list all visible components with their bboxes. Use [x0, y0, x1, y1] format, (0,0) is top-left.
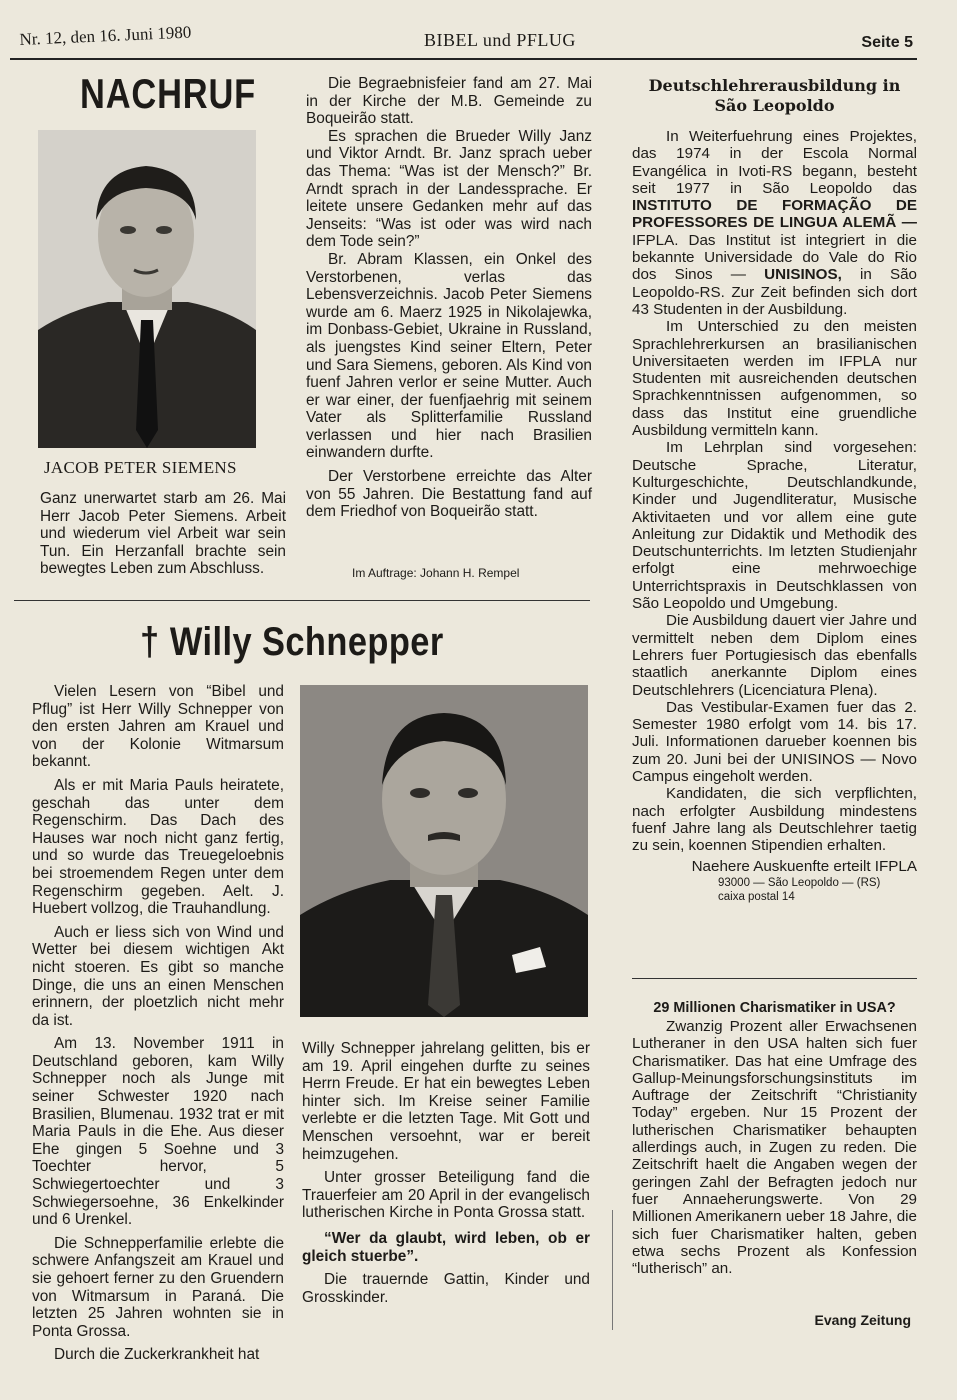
deutschlehrer-paragraph-1	[632, 128, 917, 318]
deutschlehrer-article	[632, 76, 917, 904]
deutschlehrer-p1-a: In Weiterfuehrung eines Projektes, das 1974 in der Escola Normal Evangélica in Ivoti-RS begann, besteht seit 1977 in São Leopoldo das	[632, 128, 917, 197]
deutschlehrer-p1-c: IFPLA. Das Institut ist integriert in die bekannte Universidade do Vale do Rio dos Sinos —	[632, 231, 917, 284]
deutschlehrer-address-1: 93000 — São Leopoldo — (RS)	[718, 876, 881, 889]
deutschlehrer-info: Naehere Auskuenfte erteilt IFPLA	[691, 858, 917, 876]
newspaper-name: BIBEL und PFLUG	[424, 30, 576, 50]
deutschlehrer-paragraph-2: Im Unterschied zu den meisten Sprachlehrerkursen an brasilianischen Universitaeten werden im IFPLA nur Studenten mit ausreichenden deutschen Sprachkenntnissen aufgenommen, so dass das Institut eine gruendliche Ausbildung vermitteln kann.	[632, 318, 917, 440]
page-header	[14, 22, 913, 58]
header-rule	[10, 58, 917, 60]
willy-paragraph-7: Willy Schnepper jahrelang gelitten, bis er am 19. April eingehen durfte zu seines Herrn Freude. Er hat ein bewegtes Leben hinter sich. Im Kreise seiner Familie verlebte er die letzten Tage. Mit Gott und Menschen versoehnt, war er bereit heimzugehen.	[302, 1040, 590, 1163]
deutschlehrer-institute-name: INSTITUTO DE FORMAÇÃO DE PROFESSORES DE LINGUA ALEMÃ —	[632, 197, 917, 232]
column-divider	[612, 1210, 613, 1330]
willy-paragraph-2: Als er mit Maria Pauls heiratete, geschah das unter dem Regenschirm. Das Dach des Hauses war noch nicht ganz fertig, und so wurde das Treuegeloebnis bei stroemendem Regen unter dem Regenschirm gegeben. Aelt. J. Huebert vollzog, die Trauhandlung.	[32, 776, 284, 918]
nachruf-paragraph-4: Der Verstorbene erreichte das Alter von 55 Jahren. Die Bestattung fand auf dem Friedhof von Boqueirão statt.	[306, 468, 592, 521]
deutschlehrer-paragraph-4: Die Ausbildung dauert vier Jahre und vermittelt neben dem Diplom eines Lehrers fuer Portugiesisch das ebenfalls staatlich anerkannte Diplom eines Deutschlehrers (Licenciatura Plena).	[632, 612, 917, 699]
deutschlehrer-paragraph-6: Kandidaten, die sich verpflichten, nach erfolgter Ausbildung mindestens fuenf Jahre lang als Deutschlehrer taetig zu sein, koennen Stipendien erhalten.	[632, 785, 917, 855]
charisma-signoff: Evang Zeitung	[814, 1312, 911, 1328]
charisma-article	[632, 1000, 917, 1277]
right-column-divider	[632, 978, 917, 979]
willy-column-right	[302, 1040, 590, 1306]
deutschlehrer-title: Deutschlehrerausbildung in São Leopoldo	[648, 76, 901, 115]
willy-paragraph-4: Am 13. November 1911 in Deutschland geboren, kam Willy Schnepper noch als Junge mit seiner Schwester 1920 nach Brasilien, Blumenau. 1932 trat er mit Maria Pauls in die Ehe. Aus dieser Ehe gingen 5 Soehne und 3 Toechter hervor, 5 Schwiegertoechter und 3 Schwiegersoehne, 36 Enkelkinder und 6 Urenkel.	[32, 1035, 284, 1229]
section-divider	[14, 600, 590, 601]
photo-caption-siemens: JACOB PETER SIEMENS	[44, 458, 237, 477]
page-number: Seite 5	[861, 34, 913, 51]
deutschlehrer-paragraph-5: Das Vestibular-Examen fuer das 2. Semester 1980 erfolgt vom 14. bis 17. Juli. Informationen darueber koennen bis zum 20. Juni bei der UNISINOS — Novo Campus eingeholt werden.	[632, 698, 917, 785]
nachruf-paragraph-3: Br. Abram Klassen, ein Onkel des Verstorbenen, verlas das Lebensverzeichnis. Jacob Peter Siemens wurde am 6. Maerz 1925 in Nikolajewka, im Donbass-Gebiet, Ukraine in Russland, als juengstes Kind seiner Eltern, Peter und Sara Siemens, geboren. Als Kind von fuenf Jahren verlor er seine Mutter. Auch er war einer, der fuenfjaehrig mit seinem Vater als Splitterfamilie Russland verlassen und hier nach Brasilien einwandern durfte.	[306, 250, 592, 462]
willy-title	[140, 620, 444, 665]
nachruf-intro	[40, 490, 286, 578]
deutschlehrer-p1-e: in São Leopoldo-RS. Zur Zeit befinden sich dort 43 Studenten in der Ausbildung.	[632, 266, 917, 318]
nachruf-paragraph-2: Es sprachen die Brueder Willy Janz und Viktor Arndt. Br. Janz sprach ueber das Thema: “Was ist der Mensch?” Br. Arndt sprach in der Landessprache. Er leitete unsere Gedanken mehr auf das Jenseits: “Was ist oder was wird nach dem Tode sein?”	[306, 127, 592, 251]
willy-paragraph-5: Die Schnepperfamilie erlebte die schwere Anfangszeit am Krauel und sie gehoert ferner zu den Gruendern von Witmarsum in Paraná. Die letzten 25 Jahren wohnten sie in Ponta Grossa.	[32, 1234, 284, 1340]
nachruf-signoff: Im Auftrage: Johann H. Rempel	[352, 566, 520, 580]
willy-quote: “Wer da glaubt, wird leben, ob er gleich stuerbe”.	[302, 1229, 590, 1265]
portrait-photo-siemens	[38, 130, 256, 448]
deutschlehrer-address-2: caixa postal 14	[718, 890, 795, 903]
willy-paragraph-1: Vielen Lesern von “Bibel und Pflug” ist Herr Willy Schnepper von den ersten Jahren am Krauel und von der Kolonie Witmarsum bekannt.	[32, 683, 284, 771]
willy-paragraph-8: Unter grosser Beteiligung fand die Trauerfeier am 20 April in der evangelisch lutherischen Kirche in Ponta Grossa statt.	[302, 1169, 590, 1222]
nachruf-intro-text: Ganz unerwartet starb am 26. Mai Herr Jacob Peter Siemens. Arbeit und wiederum viel Arbeit war sein Tun. Ein Herzanfall brachte sein bewegtes Leben zum Abschluss.	[40, 490, 286, 578]
portrait-photo-schnepper	[300, 685, 588, 1017]
issue-info: Nr. 12, den 16. Juni 1980	[19, 22, 192, 50]
charisma-title: 29 Millionen Charismatiker in USA?	[653, 1000, 896, 1016]
willy-paragraph-6: Durch die Zuckerkrankheit hat	[54, 1346, 260, 1364]
willy-title-text: Willy Schnepper	[169, 620, 444, 664]
charisma-text: Zwanzig Prozent aller Erwachsenen Lutheraner in den USA halten sich fuer Charismatiker. Das hat eine Umfrage des Gallup-Meinungsforschungsinstituts im Auftrage der Zeitschrift “Christianity Today” ergeben. Nur 15 Prozent der lutherischen Charismatiker behaupten allerdings auch, in Zugen zu reden. Die Zeitschrift haelt die Angaben wegen der geringen Zahl der Befragten jedoch nur fuer Annaeherungswerte. Von 29 Millionen Amerikanern ueber 18 Jahre, die sich fuer Charismatiker halten, geben etwa sechs Prozent als Konfession “lutherisch” an.	[632, 1018, 917, 1278]
nachruf-body	[306, 75, 592, 521]
willy-paragraph-3: Auch er liess sich von Wind und Wetter bei diesem wichtigen Akt nicht stoeren. Es gibt so manche Dinge, die uns an einen Menschen erinnern, der ploetzlich nicht mehr da ist.	[32, 923, 284, 1029]
deutschlehrer-unisinos: UNISINOS,	[764, 266, 842, 284]
deutschlehrer-paragraph-3: Im Lehrplan sind vorgesehen: Deutsche Sprache, Literatur, Kulturgeschichte, Deutschlandkunde, Kinder und Jugendliteratur, Musische Aktivitaeten und vor allem eine gute Anleitung zur Didaktik und Methodik des Deutschunterrichts. Im letzten Studienjahr erfolgt eine mehrwoechige Unterrichtspraxis in Deutschklassen von São Leopoldo und Umgebung.	[632, 439, 917, 613]
nachruf-paragraph-1: Die Begraebnisfeier fand am 27. Mai in der Kirche der M.B. Gemeinde zu Boqueirão statt.	[306, 75, 592, 128]
willy-column-left	[32, 683, 284, 1364]
nachruf-title: NACHRUF	[80, 70, 257, 117]
willy-paragraph-9: Die trauernde Gattin, Kinder und Grosskinder.	[302, 1271, 590, 1306]
dagger-icon: †	[140, 620, 160, 664]
